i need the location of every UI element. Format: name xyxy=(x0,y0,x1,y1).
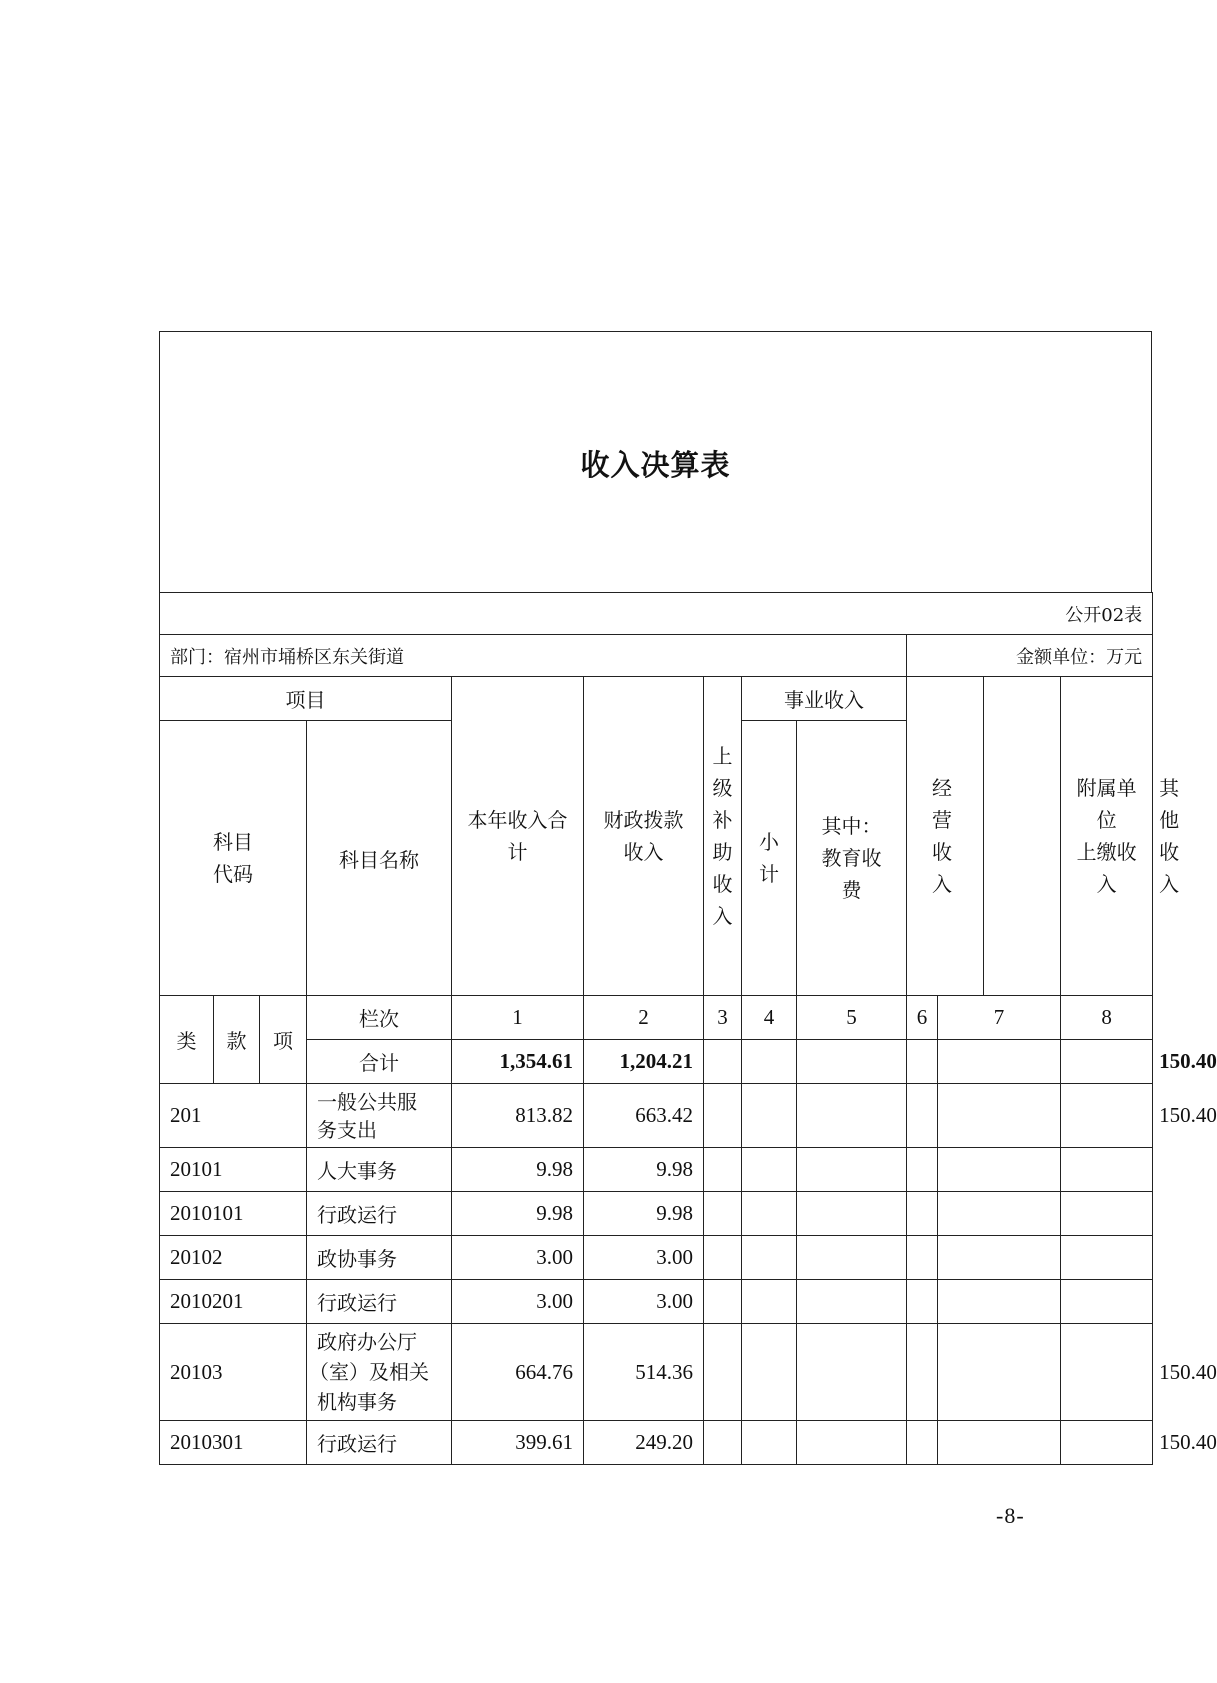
row-name-line2: 务支出 xyxy=(317,1117,377,1142)
row-total: 3.00 xyxy=(452,1236,584,1280)
row-superior xyxy=(704,1084,742,1148)
row-edu xyxy=(797,1280,907,1324)
row-code: 201 xyxy=(160,1084,307,1148)
row-affiliated xyxy=(1061,1148,1153,1192)
row-business xyxy=(907,1192,938,1236)
row-subtotal xyxy=(742,1280,797,1324)
title-box xyxy=(159,331,1152,592)
header-total-line2: 计 xyxy=(507,840,528,864)
row-fiscal: 514.36 xyxy=(584,1324,704,1421)
table-row xyxy=(160,1280,1153,1324)
income-table xyxy=(159,592,1217,1465)
table-row: 20103 政府办公厅 （室）及相关 机构事务 664.76 514.36 150.40 xyxy=(160,1324,1153,1421)
header-business-inner xyxy=(907,677,977,995)
row-superior xyxy=(704,1236,742,1280)
row-name xyxy=(307,1084,452,1148)
header-superior-text: 上级补助收入 xyxy=(712,744,733,928)
row-subtotal xyxy=(742,1192,797,1236)
row-edu xyxy=(797,1421,907,1465)
page-number: -8- xyxy=(996,1503,1025,1528)
header-name: 科目名称 xyxy=(307,721,452,996)
row-superior xyxy=(704,1324,742,1421)
row-business-extra xyxy=(938,1280,1061,1324)
total-fiscal: 1,204.21 xyxy=(584,1040,704,1084)
header-fiscal xyxy=(584,677,704,996)
header-row-1: 项目 本年收入合 计 财政拨款 收入 上级补助收入 事业收入 经营收入 附属单位 上缴收入 其他收 入 xyxy=(160,677,1153,721)
header-subtotal xyxy=(742,721,797,996)
income-settlement-sheet xyxy=(159,331,1217,1465)
row-affiliated xyxy=(1061,1084,1153,1148)
row-code: 20101 xyxy=(160,1148,307,1192)
col-number-2: 2 xyxy=(584,996,704,1040)
row-edu xyxy=(797,1148,907,1192)
header-xiang: 项 xyxy=(260,996,307,1084)
row-total: 9.98 xyxy=(452,1148,584,1192)
col-number-3: 3 xyxy=(704,996,742,1040)
row-business xyxy=(907,1236,938,1280)
row-edu xyxy=(797,1236,907,1280)
row-superior xyxy=(704,1421,742,1465)
row-business xyxy=(907,1084,938,1148)
header-superior xyxy=(704,677,742,996)
row-business xyxy=(907,1148,938,1192)
row-business xyxy=(907,1324,938,1421)
row-business-extra xyxy=(938,1192,1061,1236)
row-business-extra xyxy=(938,1421,1061,1465)
row-business-extra xyxy=(938,1148,1061,1192)
header-fiscal-line1: 财政拨款 xyxy=(603,808,684,832)
row-affiliated xyxy=(1061,1421,1153,1465)
row-name: 政协事务 xyxy=(307,1236,452,1280)
col-number-7: 7 xyxy=(938,996,1061,1040)
header-business-text: 经营收入 xyxy=(932,776,952,896)
header-edu xyxy=(797,721,907,996)
department-row xyxy=(160,635,1153,677)
row-business-extra xyxy=(938,1236,1061,1280)
header-affiliated-line2: 上缴收入 xyxy=(1076,840,1137,896)
table-row xyxy=(160,1236,1153,1280)
table-row: 2010301 行政运行 399.61 249.20 150.40 xyxy=(160,1421,1153,1465)
page-title: 收入决算表 xyxy=(580,447,731,482)
department-label: 部门：宿州市埇桥区东关街道 xyxy=(160,635,907,677)
row-total: 9.98 xyxy=(452,1192,584,1236)
row-fiscal: 249.20 xyxy=(584,1421,704,1465)
row-code: 2010201 xyxy=(160,1280,307,1324)
total-row: 合计 1,354.61 1,204.21 150.40 xyxy=(160,1040,1153,1084)
row-total: 3.00 xyxy=(452,1280,584,1324)
row-name-line1: 政府办公厅 xyxy=(317,1330,417,1354)
row-subtotal xyxy=(742,1148,797,1192)
total-amount: 1,354.61 xyxy=(452,1040,584,1084)
header-edu-line2: 教育收 xyxy=(821,846,882,870)
row-business-extra xyxy=(938,1324,1061,1421)
row-edu xyxy=(797,1192,907,1236)
col-number-5: 5 xyxy=(797,996,907,1040)
row-subtotal xyxy=(742,1084,797,1148)
row-superior xyxy=(704,1280,742,1324)
total-business xyxy=(907,1040,938,1084)
row-business xyxy=(907,1280,938,1324)
row-subtotal xyxy=(742,1236,797,1280)
row-name: 行政运行 xyxy=(307,1421,452,1465)
table-row xyxy=(160,1148,1153,1192)
row-name-line1: 一般公共服 xyxy=(317,1089,417,1114)
row-affiliated xyxy=(1061,1324,1153,1421)
row-edu xyxy=(797,1084,907,1148)
table-row xyxy=(160,1192,1153,1236)
row-edu xyxy=(797,1324,907,1421)
row-total: 813.82 xyxy=(452,1084,584,1148)
unit-label: 金额单位：万元 xyxy=(907,635,1153,677)
header-edu-line3: 费 xyxy=(841,878,862,902)
table-row: 201 一般公共服 务支出 813.82 663.42 150.40 xyxy=(160,1084,1153,1148)
table-number: 公开02表 xyxy=(160,593,1153,635)
header-kuan: 款 xyxy=(214,996,260,1084)
header-career: 事业收入 xyxy=(742,677,907,721)
row-fiscal: 3.00 xyxy=(584,1280,704,1324)
total-affiliated xyxy=(1061,1040,1153,1084)
header-affiliated-line1: 附属单位 xyxy=(1076,776,1137,832)
row-superior xyxy=(704,1192,742,1236)
total-edu xyxy=(797,1040,907,1084)
row-name: 行政运行 xyxy=(307,1192,452,1236)
col-number-1: 1 xyxy=(452,996,584,1040)
row-total: 399.61 xyxy=(452,1421,584,1465)
col-number-6: 6 xyxy=(907,996,938,1040)
row-affiliated xyxy=(1061,1192,1153,1236)
total-label: 合计 xyxy=(307,1040,452,1084)
header-total xyxy=(452,677,584,996)
header-code xyxy=(160,721,307,996)
row-fiscal: 663.42 xyxy=(584,1084,704,1148)
row-fiscal: 3.00 xyxy=(584,1236,704,1280)
header-edu-line1: 其中： xyxy=(821,814,882,838)
total-business-extra xyxy=(938,1040,1061,1084)
row-subtotal xyxy=(742,1324,797,1421)
header-total-line1: 本年收入合 xyxy=(467,808,568,832)
row-name-line3: 机构事务 xyxy=(317,1390,397,1414)
header-business xyxy=(907,677,1061,996)
header-code-line1: 科目 xyxy=(213,830,253,854)
business-divider xyxy=(983,677,984,995)
row-code: 2010101 xyxy=(160,1192,307,1236)
header-fiscal-line2: 收入 xyxy=(623,840,664,864)
col-number-8: 8 xyxy=(1061,996,1153,1040)
row-code: 20103 xyxy=(160,1324,307,1421)
row-code: 20102 xyxy=(160,1236,307,1280)
row-business-extra xyxy=(938,1084,1061,1148)
row-name-line2: （室）及相关 xyxy=(309,1360,429,1384)
header-lanci: 栏次 xyxy=(307,996,452,1040)
row-name xyxy=(307,1324,452,1421)
row-affiliated xyxy=(1061,1236,1153,1280)
column-number-row xyxy=(160,996,1153,1040)
total-subtotal xyxy=(742,1040,797,1084)
col-number-4: 4 xyxy=(742,996,797,1040)
header-project: 项目 xyxy=(160,677,452,721)
header-subtotal-text: 小计 xyxy=(759,830,779,886)
header-code-line2: 代码 xyxy=(213,862,253,886)
row-name: 人大事务 xyxy=(307,1148,452,1192)
row-subtotal xyxy=(742,1421,797,1465)
row-superior xyxy=(704,1148,742,1192)
row-fiscal: 9.98 xyxy=(584,1192,704,1236)
table-number-row xyxy=(160,593,1153,635)
row-code: 2010301 xyxy=(160,1421,307,1465)
row-total: 664.76 xyxy=(452,1324,584,1421)
header-affiliated xyxy=(1061,677,1153,996)
row-fiscal: 9.98 xyxy=(584,1148,704,1192)
total-superior xyxy=(704,1040,742,1084)
row-business xyxy=(907,1421,938,1465)
row-name: 行政运行 xyxy=(307,1280,452,1324)
row-affiliated xyxy=(1061,1280,1153,1324)
header-lei: 类 xyxy=(160,996,214,1084)
